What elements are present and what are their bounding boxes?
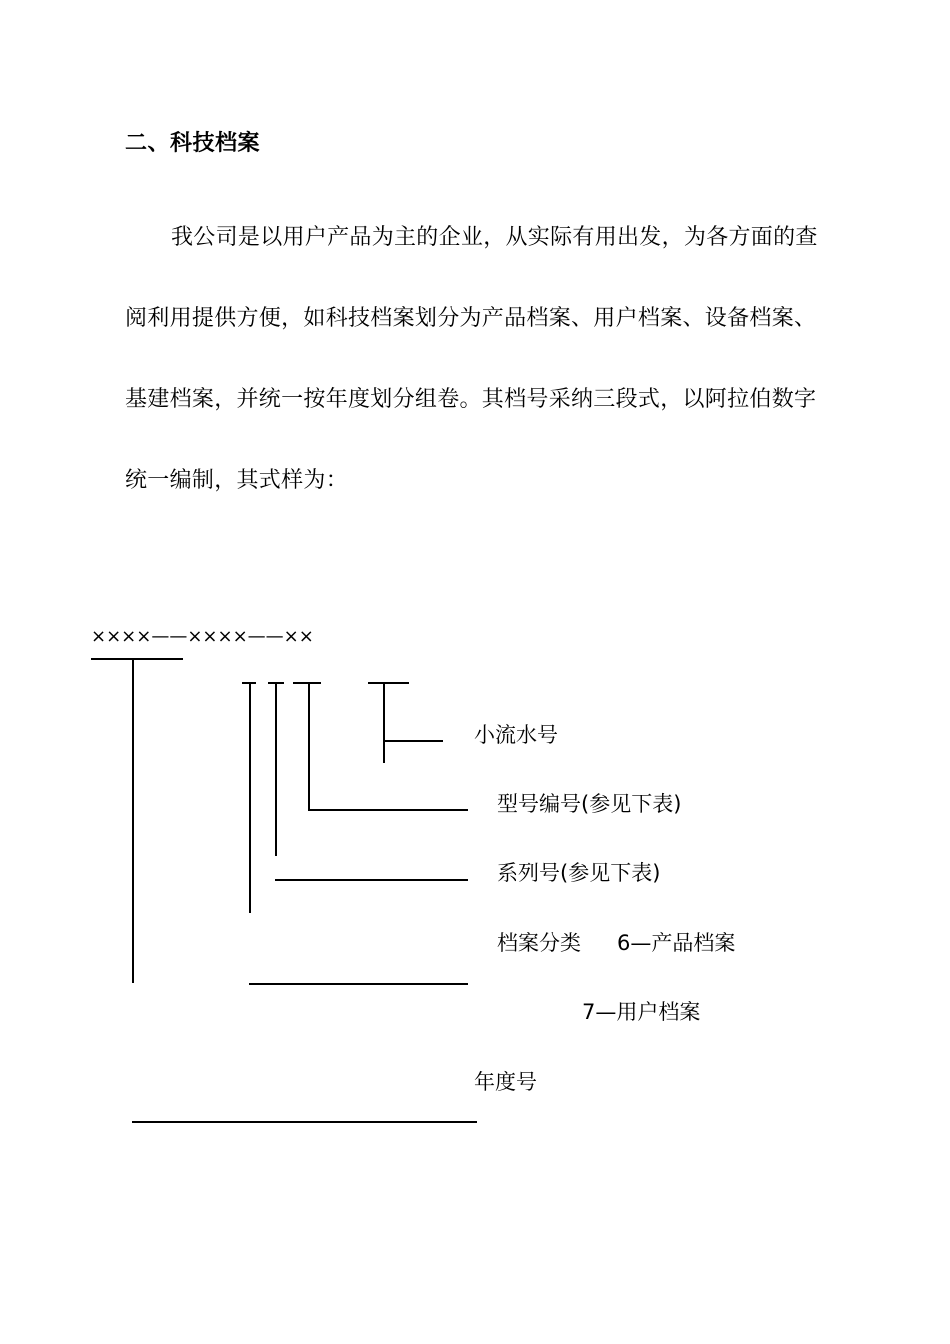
category-leader-horizontal	[249, 983, 468, 985]
section-heading: 二、科技档案	[125, 131, 261, 156]
serial-bracket-top	[368, 682, 409, 684]
model-leader-horizontal	[308, 809, 468, 811]
paragraph-line: 我公司是以用户产品为主的企业，从实际有用出发，为各方面的查	[171, 225, 818, 250]
year-number-label: 年度号	[474, 1070, 537, 1094]
category-leader-vertical	[249, 683, 251, 913]
category-option-7: 7—用户档案	[582, 1000, 701, 1024]
series-number-label: 系列号(参见下表)	[497, 861, 661, 885]
year-leader-vertical	[132, 659, 134, 983]
year-bracket-top	[91, 658, 183, 660]
series-leader-vertical	[275, 683, 277, 856]
category-option-6: 6—产品档案	[617, 931, 736, 955]
serial-leader-vertical	[383, 683, 385, 763]
model-bracket-top	[293, 682, 321, 684]
paragraph-line: 基建档案，并统一按年度划分组卷。其档号采纳三段式，以阿拉伯数字	[125, 387, 817, 412]
series-leader-horizontal	[275, 879, 468, 881]
year-leader-horizontal	[132, 1121, 477, 1123]
model-number-label: 型号编号(参见下表)	[497, 792, 682, 816]
code-format: ××××——××××——××	[91, 626, 314, 647]
serial-leader-horizontal	[383, 740, 443, 742]
paragraph-line: 统一编制，其式样为：	[125, 468, 349, 493]
paragraph-line: 阅利用提供方便，如科技档案划分为产品档案、用户档案、设备档案、	[125, 306, 817, 331]
serial-number-label: 小流水号	[474, 723, 558, 747]
category-label: 档案分类	[497, 931, 581, 955]
model-leader-vertical	[308, 683, 310, 809]
